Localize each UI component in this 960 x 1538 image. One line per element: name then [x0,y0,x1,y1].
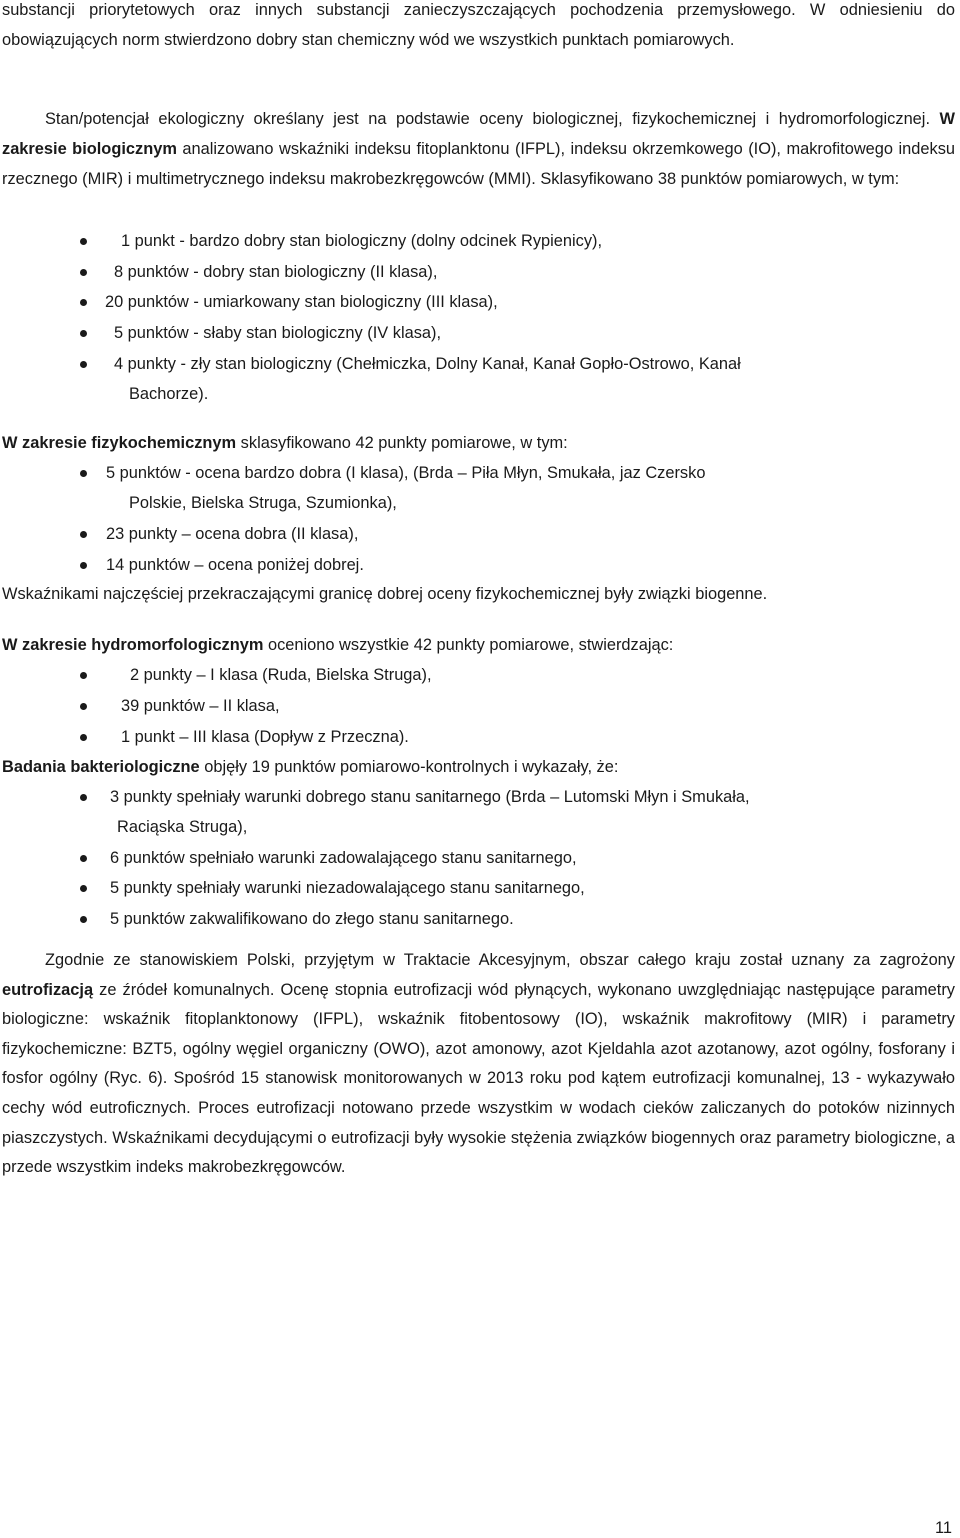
paragraph-physicochemical [2,433,568,453]
list-item: 20 punktów - umiarkowany stan biologiczny (III klasa), [105,293,498,311]
list-item: 4 punkty - zły stan biologiczny (Chełmiczka, Dolny Kanał, Kanał Gopło-Ostrowo, Kanał [114,355,741,373]
paragraph-rest: analizowano wskaźniki indeksu fitoplanktonu (IFPL), indeksu okrzemkowego (IO), makrofitowego indeksu rzecznego (MIR) i multimetrycznego indeksu makrobezkręgowców (MMI). Sklasyfikowano 38 punktów pomiarowych, w tym: [2,140,955,188]
heading-biological: W zakresie biologicznym [2,110,955,158]
list-item: 5 punktów - ocena bardzo dobra (I klasa), (Brda – Piła Młyn, Smukała, jaz Czersko [106,464,706,482]
list-bullet [80,794,87,801]
paragraph-rest: sklasyfikowano 42 punkty pomiarowe, w tym: [236,434,568,452]
paragraph-eutrophication [2,946,955,1183]
list-bullet [80,855,87,862]
list-item: 1 punkt - bardzo dobry stan biologiczny (dolny odcinek Rypienicy), [121,232,603,250]
paragraph-rest: ze źródeł komunalnych. Ocenę stopnia eutrofizacji wód płynących, wykonano uwzględniając następujące parametry biologiczne: wskaźnik fitoplanktonowy (IFPL), wskaźnik fitobentosowy (IO), wskaźnik makrofitowy (MIR) i parametry fizykochemiczne: BZT5, ogólny węgiel organiczny (OWO), azot amonowy, azot Kjeldahla azot azotanowy, azot ogólny, fosforany i fosfor ogólny (Ryc. 6). Spośród 15 stanowisk monitorowanych w 2013 roku pod kątem eutrofizacji komunalnej, 13 - wykazywało cechy wód eutroficznych. Proces eutrofizacji notowano przede wszystkim w wodach cieków zaliczanych do potoków nizinnych piaszczystych. Wskaźnikami decydującymi o eutrofizacji były wysokie stężenia związków biogennych oraz parametry biologiczne, a przede wszystkim indeks makrobezkręgowców. [2,980,955,1177]
paragraph-ecological-status [2,104,955,194]
list-item: 5 punktów zakwalifikowano do złego stanu sanitarnego. [110,910,514,928]
list-bullet [80,562,87,569]
list-item: 5 punkty spełniały warunki niezadowalającego stanu sanitarnego, [110,879,585,897]
paragraph-rest: objęły 19 punktów pomiarowo-kontrolnych i wykazały, że: [199,758,619,776]
list-item-continuation: Raciąska Struga), [117,818,248,836]
list-bullet [80,916,87,923]
list-bullet [80,269,87,276]
list-item: 1 punkt – III klasa (Dopływ z Przeczna). [121,728,409,746]
list-bullet [80,330,87,337]
list-item: 6 punktów spełniało warunki zadowalającego stanu sanitarnego, [110,849,577,867]
list-bullet [80,299,87,306]
list-bullet [80,885,87,892]
list-item: 23 punkty – ocena dobra (II klasa), [106,525,359,543]
paragraph-chemical-status [2,0,955,55]
paragraph-intro: Stan/potencjał ekologiczny określany jest na podstawie oceny biologicznej, fizykochemicznej i hydromorfologicznej. [45,110,940,128]
list-item: 3 punkty spełniały warunki dobrego stanu sanitarnego (Brda – Lutomski Młyn i Smukała, [110,788,750,806]
heading-physicochemical: W zakresie fizykochemicznym [2,434,237,452]
heading-hydromorphological: W zakresie hydromorfologicznym [2,636,264,654]
paragraph-text: substancji priorytetowych oraz innych substancji zanieczyszczających pochodzenia przemysłowego. W odniesieniu do obowiązujących norm stwierdzono dobry stan chemiczny wód we wszystkich punktach pomiarowych. [2,1,955,49]
page-number: 11 [934,1519,952,1538]
list-bullet [80,361,87,368]
heading-bacteriological: Badania bakteriologiczne [2,758,200,776]
list-bullet [80,703,87,710]
paragraph-bacteriological [2,757,618,777]
list-item-continuation: Bachorze). [129,385,209,403]
list-item-continuation: Polskie, Bielska Struga, Szumionka), [129,494,397,512]
list-bullet [80,531,87,538]
term-eutrophication: eutrofizacją [2,980,94,999]
list-bullet [80,672,87,679]
list-item: 5 punktów - słaby stan biologiczny (IV klasa), [114,324,442,342]
list-bullet [80,470,87,477]
list-item: 14 punktów – ocena poniżej dobrej. [106,556,364,574]
paragraph-biogenic: Wskaźnikami najczęściej przekraczającymi granicę dobrej oceny fizykochemicznej były związki biogenne. [2,585,768,603]
paragraph-intro: Zgodnie ze stanowiskiem Polski, przyjętym w Traktacie Akcesyjnym, obszar całego kraju został uznany za zagrożony [45,951,955,969]
paragraph-hydromorphological [2,635,673,655]
list-item: 8 punktów - dobry stan biologiczny (II klasa), [114,263,438,281]
paragraph-rest: oceniono wszystkie 42 punkty pomiarowe, stwierdzając: [263,636,674,654]
list-bullet [80,238,87,245]
list-item: 2 punkty – I klasa (Ruda, Bielska Struga), [130,666,432,684]
list-item: 39 punktów – II klasa, [121,697,280,715]
list-bullet [80,734,87,741]
